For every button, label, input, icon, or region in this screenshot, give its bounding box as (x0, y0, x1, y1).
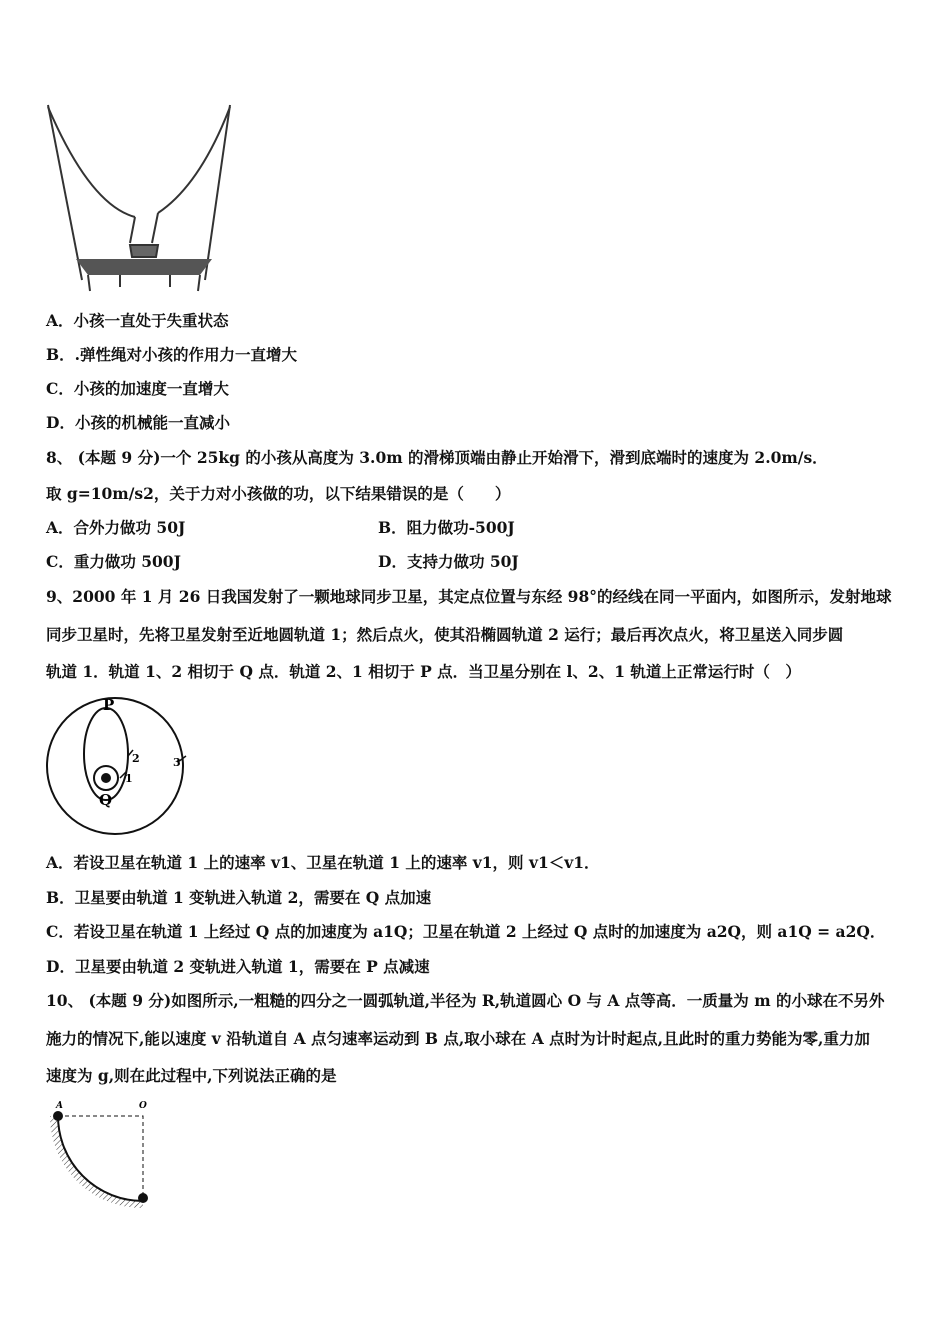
q7-option-d: D．小孩的机械能一直减小 (46, 413, 230, 432)
orbit-label-q: Q (99, 791, 113, 809)
q8-stem-line1: 8、 (本题 9 分)一个 25kg 的小孩从高度为 3.0m 的滑梯顶端由静止开始滑下，滑到底端时的速度为 2.0m/s． (46, 448, 828, 467)
q9-stem-line1: 9、2000 年 1 月 26 日我国发射了一颗地球同步卫星，其定点位置与东经 98°的经线在同一平面内，如图所示，发射地球 (46, 587, 892, 606)
orbit-label-p: P (103, 696, 115, 714)
q9-option-d: D．卫星要由轨道 2 变轨进入轨道 1，需要在 P 点减速 (46, 957, 430, 976)
orbit-label-3: 3 (173, 756, 181, 769)
q8-stem-line2: 取 g=10m/s2，关于力对小孩做的功，以下结果错误的是（ ） (46, 484, 511, 503)
q9-option-a: A．若设卫星在轨道 1 上的速率 v1、卫星在轨道 1 上的速率 v1，则 v1＜v1． (46, 853, 600, 872)
arc-label-a: A (56, 1101, 63, 1111)
q7-option-b: B．.弹性绳对小孩的作用力一直增大 (46, 345, 297, 364)
q7-option-c: C．小孩的加速度一直增大 (46, 379, 229, 398)
arc-label-o: O (139, 1101, 147, 1111)
q9-option-c: C．若设卫星在轨道 1 上经过 Q 点的加速度为 a1Q；卫星在轨道 2 上经过 Q 点时的加速度为 a2Q，则 a1Q = a2Q． (46, 922, 886, 941)
q7-option-a: A．小孩一直处于失重状态 (46, 311, 229, 330)
q8-option-c: C．重力做功 500J (46, 552, 181, 571)
q10-stem-line3: 速度为 g,则在此过程中,下列说法正确的是 (46, 1066, 337, 1085)
q9-option-b: B．卫星要由轨道 1 变轨进入轨道 2，需要在 Q 点加速 (46, 888, 432, 907)
q8-option-a: A．合外力做功 50J (46, 518, 186, 537)
orbit-figure (40, 690, 190, 840)
orbit-label-2: 2 (132, 752, 140, 765)
q9-stem-line2: 同步卫星时，先将卫星发射至近地圆轨道 1；然后点火，使其沿椭圆轨道 2 运行；最后再次点火，将卫星送入同步圆 (46, 625, 844, 644)
quarter-arc-figure (44, 1094, 164, 1214)
q10-stem-line2: 施力的情况下,能以速度 v 沿轨道自 A 点匀速率运动到 B 点,取小球在 A 点时为计时起点,且此时的重力势能为零,重力加 (46, 1029, 870, 1048)
trampoline-figure (40, 95, 250, 295)
orbit-label-1: 1 (125, 772, 133, 785)
q10-stem-line1: 10、 (本题 9 分)如图所示,一粗糙的四分之一圆弧轨道,半径为 R,轨道圆心 O 与 A 点等高．一质量为 m 的小球在不另外 (46, 991, 885, 1010)
q9-stem-line3: 轨道 1．轨道 1、2 相切于 Q 点．轨道 2、1 相切于 P 点．当卫星分别在 l、2、1 轨道上正常运行时（ ） (46, 662, 801, 681)
q8-option-b: B．阻力做功-500J (378, 518, 515, 537)
q8-option-d: D．支持力做功 50J (378, 552, 519, 571)
